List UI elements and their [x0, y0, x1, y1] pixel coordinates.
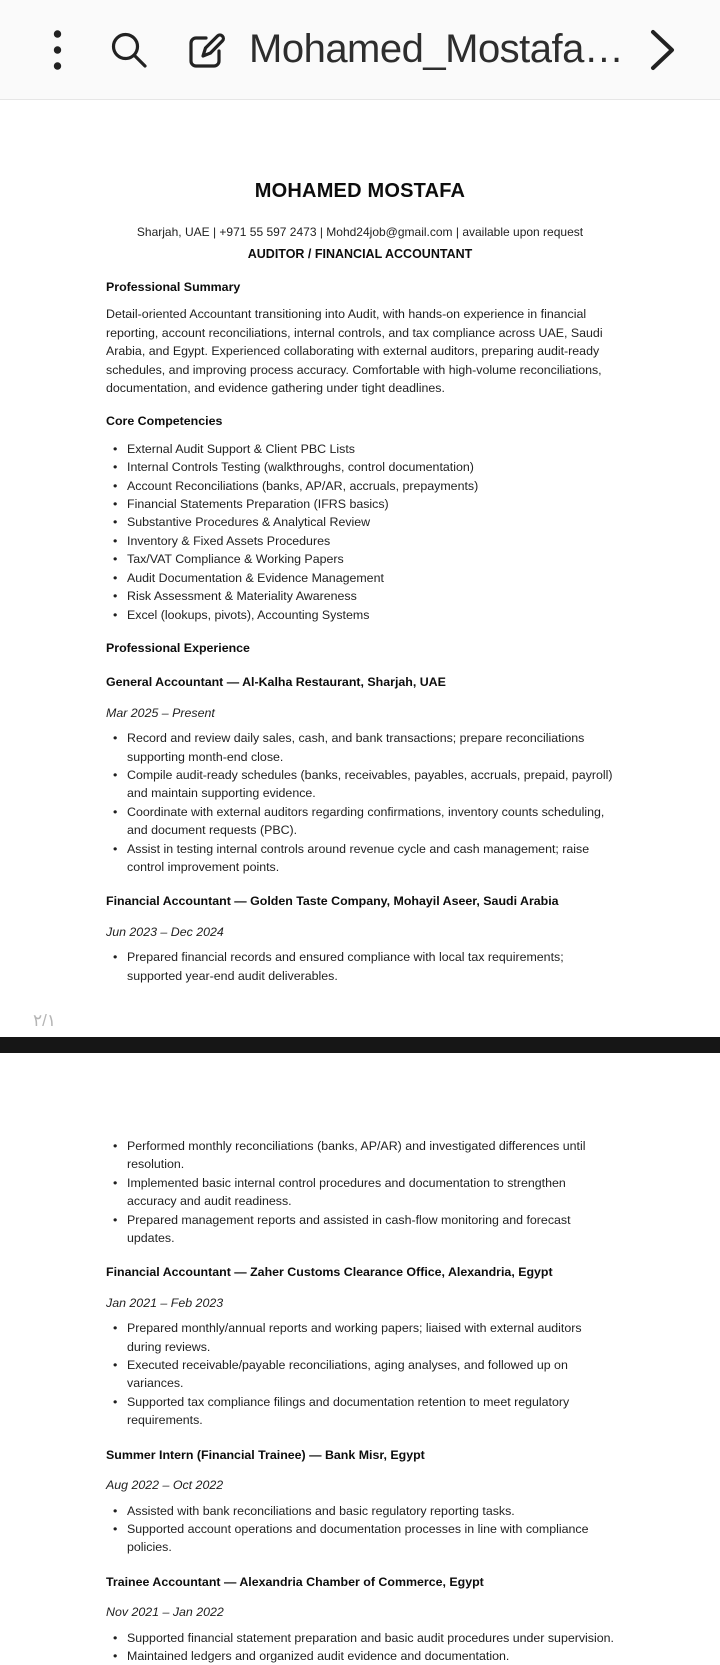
bullet-item: • Inventory & Fixed Assets Procedures: [106, 532, 614, 550]
section-heading: Professional Summary: [106, 280, 241, 294]
document-page-2: [0, 1053, 720, 1663]
bullet-item: • Financial Statements Preparation (IFRS basics): [106, 495, 614, 513]
date: Jan 2021 – Feb 2023: [106, 1295, 224, 1310]
bullet-item: • Coordinate with external auditors regarding confirmations, inventory counts scheduling, and document requests (PBC).: [106, 803, 614, 840]
bullet-item: • Performed monthly reconciliations (banks, AP/AR) and investigated differences until resolution.: [106, 1137, 614, 1174]
section-heading: Core Competencies: [106, 414, 223, 429]
bullet-item: • Account Reconciliations (banks, AP/AR, accruals, prepayments): [106, 477, 614, 495]
job-heading: Financial Accountant — Zaher Customs Clearance Office, Alexandria, Egypt: [106, 1265, 553, 1280]
document-viewport[interactable]: [0, 100, 720, 1663]
bullet-item: • Prepared management reports and assisted in cash-flow monitoring and forecast updates.: [106, 1211, 614, 1248]
bullet-item: • Internal Controls Testing (walkthroughs, control documentation): [106, 458, 614, 476]
bullet-item: • Substantive Procedures & Analytical Review: [106, 513, 614, 531]
date: Aug 2022 – Oct 2022: [106, 1478, 224, 1493]
job-heading: General Accountant — Al-Kalha Restaurant, Sharjah, UAE: [106, 675, 446, 690]
resume-body-page-2: [106, 1137, 614, 1665]
date: Mar 2025 – Present: [106, 705, 215, 720]
search-button[interactable]: [109, 30, 149, 70]
bullet-item: • Executed receivable/payable reconciliations, aging analyses, and followed up on variances.: [106, 1356, 614, 1393]
resume-role-title: AUDITOR / FINANCIAL ACCOUNTANT: [247, 247, 473, 261]
bullet-item: • Supported tax compliance filings and documentation retention to meet regulatory requirements.: [106, 1393, 614, 1430]
job-heading: Trainee Accountant — Alexandria Chamber of Commerce, Egypt: [106, 1574, 484, 1589]
document-page-1: [0, 100, 720, 1037]
resume-contact-line: Sharjah, UAE | +971 55 597 2473 | Mohd24job@gmail.com | available upon request: [136, 225, 584, 239]
bullet-list: [106, 1629, 614, 1665]
bullet-list: [106, 1319, 614, 1429]
document-title: Mohamed_Mostafa…: [249, 27, 624, 71]
toolbar: [0, 0, 720, 100]
chevron-right-icon: [646, 26, 678, 74]
date: Nov 2021 – Jan 2022: [106, 1605, 224, 1620]
bullet-item: • Tax/VAT Compliance & Working Papers: [106, 550, 614, 568]
expand-button[interactable]: [646, 26, 678, 74]
bullet-list: [106, 440, 614, 624]
bullet-item: • Compile audit-ready schedules (banks, receivables, payables, accruals, prepaid, payroll) and maintain supporting evidence.: [106, 766, 614, 803]
bullet-item: • External Audit Support & Client PBC Lists: [106, 440, 614, 458]
bullet-item: • Assisted with bank reconciliations and basic regulatory reporting tasks.: [106, 1502, 614, 1520]
section-heading: Professional Experience: [106, 640, 250, 655]
bullet-item: • Prepared monthly/annual reports and working papers; liaised with external auditors during reviews.: [106, 1319, 614, 1356]
bullet-item: • Audit Documentation & Evidence Management: [106, 569, 614, 587]
resume-name: MOHAMED MOSTAFA: [254, 180, 466, 202]
bullet-item: • Maintained ledgers and organized audit evidence and documentation.: [106, 1647, 614, 1665]
page-separator-bar: [0, 1037, 720, 1053]
page-number-indicator: ٢/١: [33, 1011, 56, 1030]
bullet-list: [106, 1502, 614, 1557]
bullet-list: [106, 948, 614, 985]
kebab-menu-icon: [50, 26, 65, 74]
paragraph: Detail-oriented Accountant transitioning into Audit, with hands-on experience in financial reporting, account reconciliations, internal controls, and tax compliance across UAE, Saudi Arabia, and Egypt. Experienced collaborating with external auditors, preparing audit-ready schedules, and improving process accuracy. Comfortable with high-volume reconciliations, documentation, and evidence gathering under tight deadlines.: [106, 307, 603, 396]
bullet-item: • Implemented basic internal control procedures and documentation to strengthen accuracy and audit readiness.: [106, 1174, 614, 1211]
edit-button[interactable]: [185, 28, 229, 72]
bullet-item: • Record and review daily sales, cash, and bank transactions; prepare reconciliations supporting month-end close.: [106, 729, 614, 766]
menu-button[interactable]: [50, 26, 65, 74]
job-heading: Financial Accountant — Golden Taste Company, Mohayil Aseer, Saudi Arabia: [106, 894, 559, 909]
bullet-item: • Excel (lookups, pivots), Accounting Systems: [106, 606, 614, 624]
bullet-list: [106, 1137, 614, 1247]
bullet-list: [106, 729, 614, 876]
search-icon: [109, 30, 149, 70]
bullet-item: • Assist in testing internal controls around revenue cycle and cash management; raise control improvement points.: [106, 840, 614, 877]
job-heading: Summer Intern (Financial Trainee) — Bank Misr, Egypt: [106, 1447, 425, 1462]
date: Jun 2023 – Dec 2024: [106, 924, 224, 939]
bullet-item: • Supported account operations and documentation processes in line with compliance policies.: [106, 1520, 614, 1557]
resume-body-page-1: [106, 278, 614, 985]
bullet-item: • Prepared financial records and ensured compliance with local tax requirements; supported year-end audit deliverables.: [106, 948, 614, 985]
bullet-item: • Risk Assessment & Materiality Awareness: [106, 587, 614, 605]
bullet-item: • Supported financial statement preparation and basic audit procedures under supervision.: [106, 1629, 614, 1647]
edit-icon: [185, 28, 229, 72]
